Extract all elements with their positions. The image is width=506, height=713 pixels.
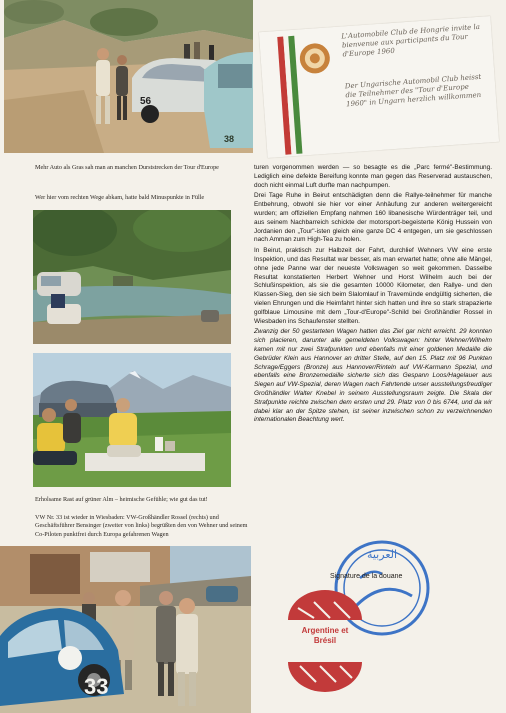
hungarian-club-welcome-card bbox=[259, 16, 499, 158]
svg-text:33: 33 bbox=[84, 674, 109, 699]
welcome-german: Der Ungarische Automobil Club heisst die Teilnehmer des "Tour d'Europe 1960" in Ungarn herzlich willkommen bbox=[344, 72, 482, 109]
caption-photo4: Erholsame Rast auf grüner Alm – heimische Gefühle; wie gut das tut! bbox=[35, 496, 208, 503]
photo-rally-cars-on-road bbox=[4, 0, 253, 153]
red-argentine-stamp bbox=[284, 590, 366, 692]
photo-vw-33-wiesbaden bbox=[0, 546, 251, 713]
svg-text:56: 56 bbox=[140, 96, 152, 107]
stamp-country-label: Argentine et Brésil bbox=[301, 626, 349, 645]
caption-photo2: Wer hier vom rechten Wege abkam, hatte bald Minuspunkte in Fülle bbox=[35, 194, 205, 201]
welcome-french: L'Automobile Club de Hongrie invite la bienvenue aux participants du Tour d'Europe 1960 bbox=[341, 22, 481, 59]
arabic-stamp-text: العربية bbox=[366, 548, 398, 561]
article-paragraph: In Beirut, praktisch zur Halbzeit der Fahrt, durchlief Wehners VW eine erste Inspektion, und das Resultat war besser, als man erwartet hatte; ohne alle Mängel, ohne jede Panne war der neueste Volkswagen so weit gekommen. Dasselbe Resultat konstatierten Herbert Wehner und Horst Wilhelm auch bei der Schlußinspektion, als sie die gesamten 10000 Kilometer, den Rallye- und den Klassen-Sieg, den sie sich beim Slalomlauf in Travemünde endgültig sicherten, die vielen Ehrungen und die Heimfahrt hinter sich hatten und ihre so stark strapazierte golfblaue Limousine mit dem „Tour-d'Europe"-Schild bei Großhändler Rossel in Wiesbaden ins Schaufenster stellten. bbox=[254, 247, 492, 325]
stamp-signature-label: Signature de la douane bbox=[330, 573, 403, 580]
caption-photo5: VW Nr. 33 ist wieder in Wiesbaden: VW-Großhändler Rossel (rechts) und Geschäftsführer Bensinger (zweiter von links) begrüßten den von Wehner und seinem Co-Piloten punktfrei durch Europa gefahrenen Wagen bbox=[35, 514, 248, 538]
article-text bbox=[254, 164, 492, 427]
svg-text:38: 38 bbox=[224, 134, 235, 144]
article-paragraph: Zwanzig der 50 gestarteten Wagen hatten das Ziel gar nicht erreicht. 29 konnten sich placieren, darunter alle gemeldeten Volkswagen: hinter Wehner/Wilhelm kamen mit nur zwei Strafpunkten und ebenfalls mit einer goldenen Medaille die Gebrüder Klein aus Hannover an dritter Stelle, auf den 15. Platz mit 96 Punkten Schrage/Eggers (Bronze) aus Hannover/Rinteln auf VW-Karmann Spezial, und ebenfalls eine Bronzemedaille sicherte sich das Gespann Loos/Hagelauer aus Siegen auf VW-Spezial, deren Wagen nach Fahrtende unser ausstellungsfreudiger Großhändler Walter Knebel in seinem Ausstellungsraum zeigte. Die Skala der Strafpunkte reichte zwischen dem ersten und 29. Platz von 0 bis 6744, und da wir dabei klar an der Spitze stehen, ist seiner inzwischen schon zu verzeichnenden internationalen Beachtung wert. bbox=[254, 328, 492, 424]
article-paragraph: turen vorgenommen werden — so besagte es die „Parc fermé"-Bestimmung. Lediglich eine defekte Bereifung konnte man gegen das Reserverad austauschen, doch nicht einmal Luft durfte man nachpumpen. bbox=[254, 164, 492, 189]
photo-picnic-alm bbox=[33, 353, 231, 487]
caption-photo1: Mehr Auto als Gras sah man an manchen Durststrecken der Tour d'Europe bbox=[35, 164, 219, 171]
article-paragraph: Drei Tage Ruhe in Beirut entschädigten denn die Rallye-teilnehmer für manche Entbehrung, obwohl sie hier vor einer Anhäufung zur anderen weitergereicht wurden; am offiziellen Empfang nahmen 160 libanesische Würdenträger teil, und aus seinem Nachbarreich schickte der motorsport-begeisterte König Hussein von Jordanien den „Tour"-isten gleich eine ganze DC 4 entgegen, um sie geschlossen nach Amman zum High-Tea zu holen. bbox=[254, 192, 492, 244]
photo-car-in-river bbox=[33, 210, 231, 344]
club-badge-icon bbox=[298, 41, 332, 75]
